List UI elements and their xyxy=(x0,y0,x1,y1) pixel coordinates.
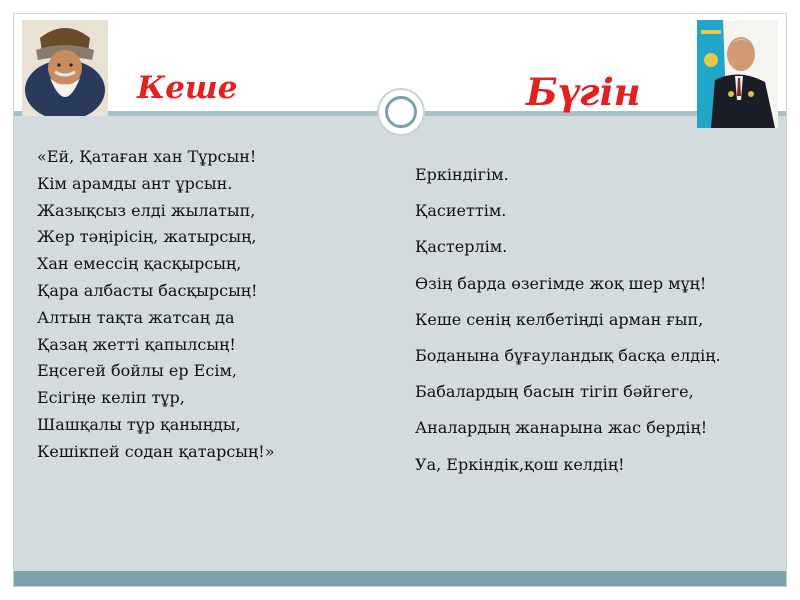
heading-today: Бүгін xyxy=(526,70,641,114)
poem-line: Қазаң жетті қапылсың! xyxy=(37,334,236,354)
poem-left xyxy=(37,144,275,466)
poem-line: Қастерлім. xyxy=(415,237,508,257)
poem-line: Қасиеттім. xyxy=(415,201,507,221)
poem-line: Еңсегей бойлы ер Есім, xyxy=(37,361,237,381)
slide xyxy=(13,13,787,587)
center-ring-icon xyxy=(379,90,423,134)
poem-line: Шашқалы тұр қаныңды, xyxy=(37,414,241,434)
heading-yesterday: Кеше xyxy=(137,70,238,106)
poem-line: Аналардың жанарына жас бердің! xyxy=(415,418,708,438)
poem-right xyxy=(415,157,721,483)
poem-line: Кеше сенің келбетіңді арман ғып, xyxy=(415,309,704,329)
poem-line: Уа, Еркіндік,қош келдің! xyxy=(415,454,625,474)
poem-line: Бабалардың басын тігіп бәйгеге, xyxy=(415,382,694,402)
poem-line: Боданына бұғауландық басқа елдің. xyxy=(415,345,721,365)
poem-line: Есігіңе келіп тұр, xyxy=(37,388,185,408)
poem-line: Кешікпей содан қатарсың!» xyxy=(37,441,275,461)
poem-line: Қара албасты басқырсың! xyxy=(37,280,258,300)
slide-footer-bar xyxy=(14,571,786,586)
poem-line: Жер тәңірісің, жатырсың, xyxy=(37,227,257,247)
poem-line: Өзің барда өзегімде жоқ шер мұң! xyxy=(415,273,707,293)
poem-line: «Ей, Қатаған хан Тұрсын! xyxy=(37,147,257,166)
man-in-suit-with-flag-icon xyxy=(697,20,778,128)
poem-line: Кім арамды ант ұрсын. xyxy=(37,173,233,193)
poem-line: Хан емессің қасқырсың, xyxy=(37,254,242,274)
poem-line: Алтын тақта жатсаң да xyxy=(37,307,235,327)
poem-line: Жазықсыз елді жылатып, xyxy=(37,200,256,220)
elder-in-fur-hat-icon xyxy=(22,20,108,116)
poem-line: Еркіндігім. xyxy=(415,165,509,184)
